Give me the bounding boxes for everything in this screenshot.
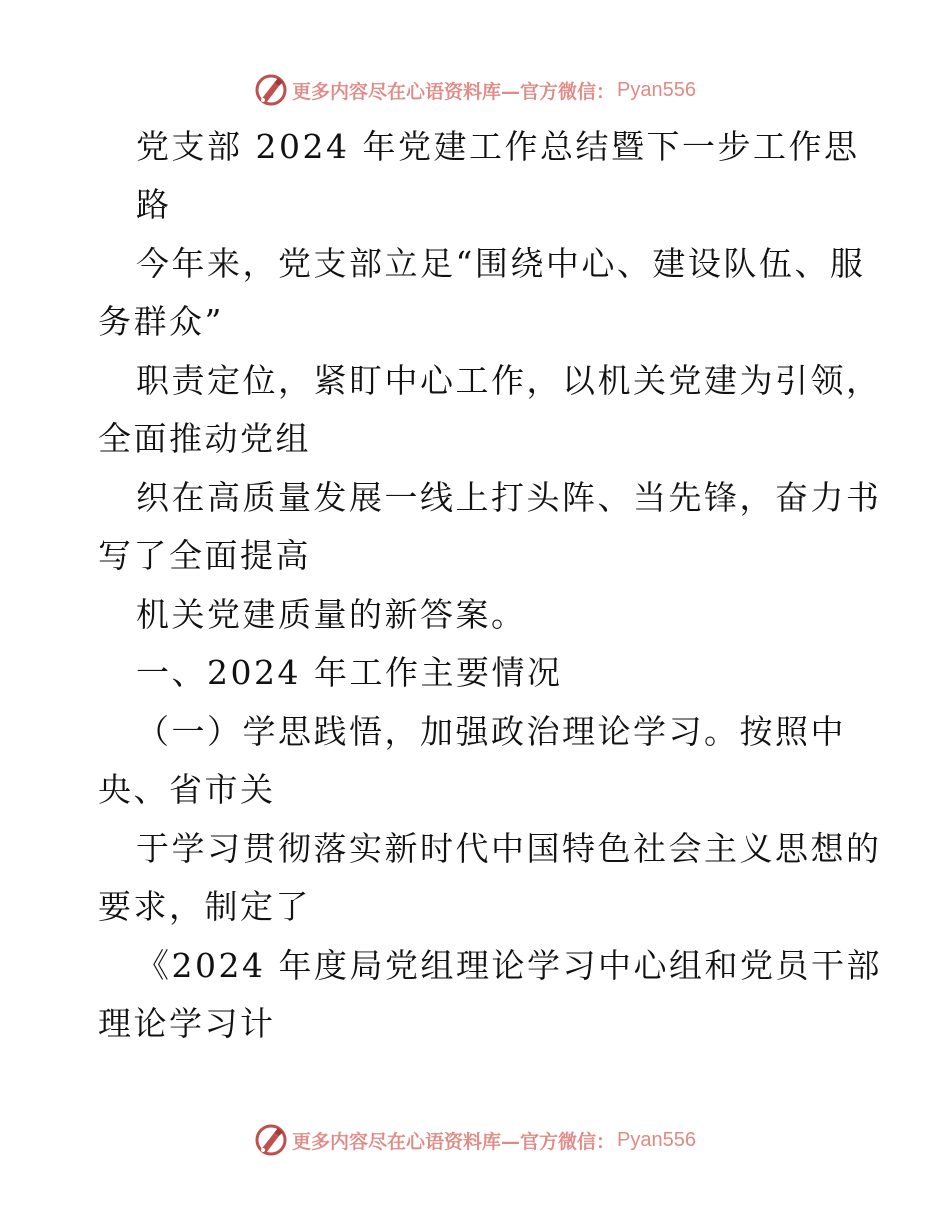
paragraph-line: 机关党建质量的新答案。 [136, 595, 527, 634]
paragraph-line: 于学习贯彻落实新时代中国特色社会主义思想的 [136, 829, 882, 868]
paragraph-line: 理论学习计 [98, 1004, 276, 1043]
pen-logo-icon [254, 1123, 288, 1157]
watermark-text: 更多内容尽在心语资料库—官方微信： [292, 80, 616, 103]
paragraph-line: 要求，制定了 [98, 887, 311, 926]
watermark-text: 更多内容尽在心语资料库—官方微信： [292, 1130, 616, 1153]
paragraph-line: 央、省市关 [98, 770, 276, 809]
paragraph-line: 《2024 年度局党组理论学习中心组和党员干部 [136, 946, 882, 985]
watermark-id: Pyan556 [617, 1128, 696, 1151]
document-title-line-1: 党支部 2024 年党建工作总结暨下一步工作思 [136, 127, 860, 166]
watermark-id: Pyan556 [617, 78, 696, 101]
section-heading: 一、2024 年工作主要情况 [136, 653, 563, 692]
paragraph-line: 今年来，党支部立足“围绕中心、建设队伍、服 [136, 244, 866, 283]
paragraph-line: 职责定位，紧盯中心工作，以机关党建为引领， [136, 361, 882, 400]
paragraph-line: 务群众” [98, 302, 224, 341]
paragraph-line: 织在高质量发展一线上打头阵、当先锋，奋力书 [136, 478, 882, 517]
paragraph-line: 全面推动党组 [98, 419, 311, 458]
paragraph-line: （一）学思践悟，加强政治理论学习。按照中 [136, 712, 846, 751]
paragraph-line: 写了全面提高 [98, 536, 311, 575]
footer-watermark [0, 1120, 950, 1160]
document-title-line-2: 路 [136, 185, 172, 224]
